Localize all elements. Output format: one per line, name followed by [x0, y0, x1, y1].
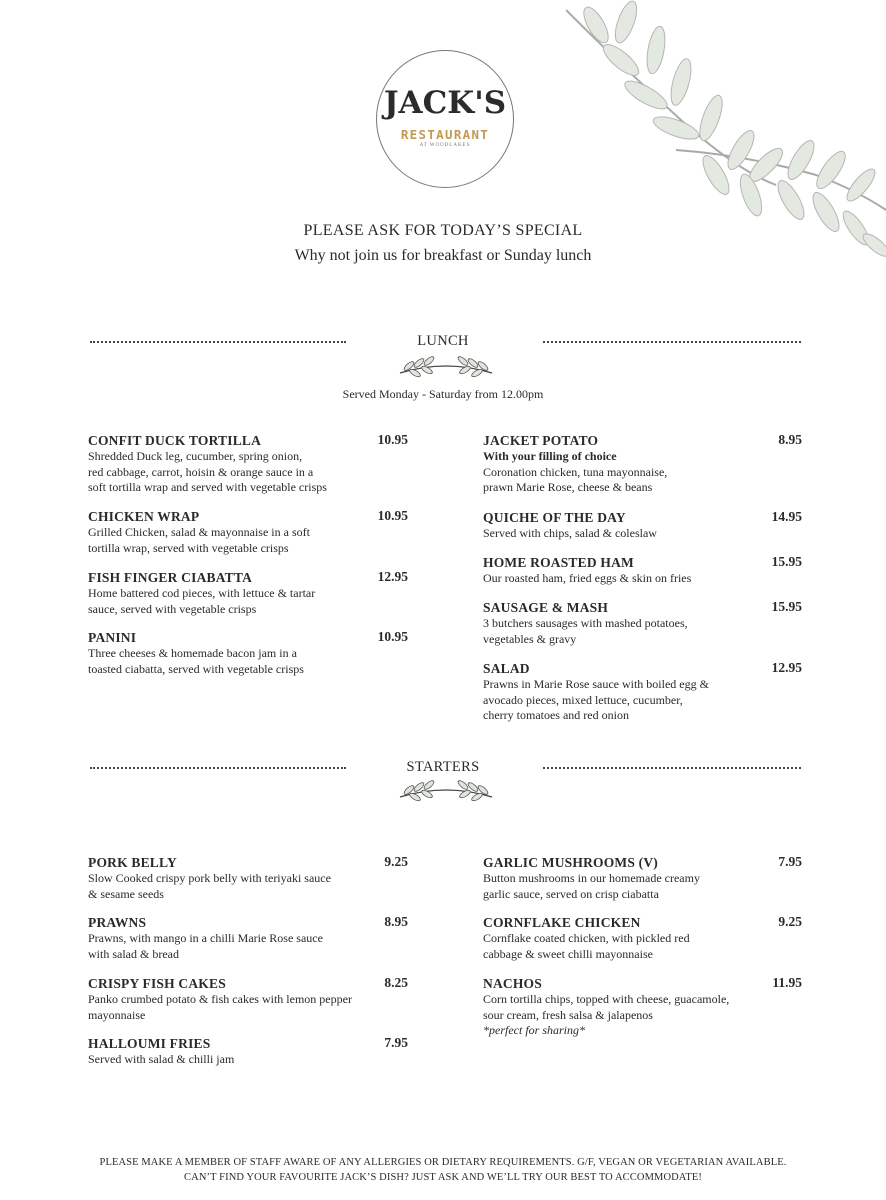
item-desc: sour cream, fresh salsa & jalapenos	[483, 1007, 653, 1022]
item-price: 15.95	[771, 599, 802, 614]
section-title-lunch: LUNCH	[417, 333, 469, 349]
item-desc: Panko crumbed potato & fish cakes with lemon pepper	[88, 992, 352, 1006]
logo-main-text: JACK'S	[383, 85, 507, 121]
item-desc: soft tortilla wrap and served with vegetable crisps	[88, 480, 327, 494]
item-desc: prawn Marie Rose, cheese & beans	[483, 480, 653, 494]
footer-request-notice: CAN’T FIND YOUR FAVOURITE JACK’S DISH? JUST ASK AND WE’LL TRY OUR BEST TO ACCOMMODATE!	[184, 1172, 702, 1183]
item-desc: avocado pieces, mixed lettuce, cucumber,	[483, 692, 683, 707]
item-desc: cabbage & sweet chilli mayonnaise	[483, 946, 653, 961]
join-notice: Why not join us for breakfast or Sunday lunch	[294, 247, 592, 264]
footer-allergy-notice: PLEASE MAKE A MEMBER OF STAFF AWARE OF ANY ALLERGIES OR DIETARY REQUIREMENTS. G/F, VEGAN OR VEGETARIAN AVAILABLE.	[99, 1157, 787, 1168]
item-price: 9.25	[384, 854, 408, 869]
item-price: 9.25	[778, 914, 802, 929]
item-desc: Served with salad & chilli jam	[88, 1052, 235, 1066]
item-desc: red cabbage, carrot, hoisin & orange sauce in a	[88, 464, 314, 479]
menu-item	[483, 599, 688, 647]
item-price: 7.95	[384, 1035, 408, 1050]
item-desc: Slow Cooked crispy pork belly with teriyaki sauce	[88, 871, 331, 885]
logo-sub-text: RESTAURANT	[400, 127, 490, 142]
item-desc: mayonnaise	[88, 1007, 146, 1022]
item-name: PRAWNS	[88, 915, 147, 930]
section-title-starters: STARTERS	[406, 759, 480, 775]
item-subtitle: With your filling of choice	[483, 449, 617, 463]
item-desc: & sesame seeds	[88, 886, 164, 901]
item-price: 8.95	[778, 432, 802, 447]
item-desc: cherry tomatoes and red onion	[483, 708, 629, 722]
item-desc: Our roasted ham, fried eggs & skin on fries	[483, 571, 692, 585]
item-price: 11.95	[772, 975, 802, 990]
item-name: NACHOS	[483, 976, 542, 991]
item-desc: Served with chips, salad & coleslaw	[483, 526, 657, 540]
item-price: 12.95	[377, 569, 408, 584]
item-desc: vegetables & gravy	[483, 631, 577, 646]
item-price: 12.95	[771, 660, 802, 675]
menu-item	[88, 508, 310, 556]
item-desc: Grilled Chicken, salad & mayonnaise in a soft	[88, 525, 310, 539]
item-name: PORK BELLY	[88, 855, 177, 870]
item-name: GARLIC MUSHROOMS (V)	[483, 855, 658, 870]
item-price: 8.95	[384, 914, 408, 929]
item-desc: Three cheeses & homemade bacon jam in a	[88, 646, 297, 660]
item-price: 15.95	[771, 554, 802, 569]
menu-item	[88, 432, 327, 496]
menu-item	[88, 854, 331, 902]
lunch-served-times: Served Monday - Saturday from 12.00pm	[342, 387, 544, 401]
item-desc: sauce, served with vegetable crisps	[88, 601, 257, 616]
item-name: CONFIT DUCK TORTILLA	[88, 433, 262, 448]
item-price: 7.95	[778, 854, 802, 869]
item-desc: 3 butchers sausages with mashed potatoes,	[483, 616, 688, 630]
item-desc: Corn tortilla chips, topped with cheese, guacamole,	[483, 992, 730, 1006]
menu-item	[88, 914, 323, 962]
item-price: 8.25	[384, 975, 408, 990]
item-price: 10.95	[377, 508, 408, 523]
item-desc: Prawns, with mango in a chilli Marie Rose sauce	[88, 931, 323, 945]
menu-item	[88, 975, 352, 1023]
item-name: FISH FINGER CIABATTA	[88, 570, 253, 585]
item-name: SAUSAGE & MASH	[483, 600, 609, 615]
menu-item	[483, 660, 709, 724]
menu-item	[483, 914, 690, 962]
special-notice: PLEASE ASK FOR TODAY’S SPECIAL	[303, 222, 583, 239]
menu-item	[483, 509, 657, 542]
item-price: 10.95	[377, 629, 408, 644]
logo-tiny-text: AT WOODLAKES	[419, 143, 471, 148]
sprig-icon	[395, 353, 497, 379]
restaurant-logo	[376, 50, 514, 188]
item-desc: Shredded Duck leg, cucumber, spring onion,	[88, 449, 303, 463]
item-desc: with salad & bread	[88, 946, 179, 961]
item-name: CRISPY FISH CAKES	[88, 976, 226, 991]
item-name: SALAD	[483, 661, 530, 676]
item-name: QUICHE OF THE DAY	[483, 510, 626, 525]
item-name: CORNFLAKE CHICKEN	[483, 915, 641, 930]
menu-item	[483, 854, 700, 902]
item-desc: Cornflake coated chicken, with pickled red	[483, 931, 690, 945]
item-desc: toasted ciabatta, served with vegetable crisps	[88, 661, 304, 676]
menu-item	[483, 432, 667, 496]
menu-item	[88, 1035, 234, 1068]
menu-item	[483, 975, 729, 1039]
item-desc: tortilla wrap, served with vegetable crisps	[88, 540, 289, 555]
menu-item	[483, 554, 691, 587]
item-desc: Home battered cod pieces, with lettuce & tartar	[88, 586, 316, 600]
item-desc: Button mushrooms in our homemade creamy	[483, 871, 700, 885]
sprig-icon	[395, 777, 497, 803]
item-price: 10.95	[377, 432, 408, 447]
item-name: PANINI	[88, 630, 137, 645]
item-name: JACKET POTATO	[483, 433, 599, 448]
item-price: 14.95	[771, 509, 802, 524]
menu-item	[88, 629, 304, 677]
item-desc: Prawns in Marie Rose sauce with boiled egg &	[483, 677, 709, 691]
item-name: HALLOUMI FRIES	[88, 1036, 211, 1051]
item-desc: Coronation chicken, tuna mayonnaise,	[483, 464, 668, 479]
menu-item	[88, 569, 315, 617]
item-name: HOME ROASTED HAM	[483, 555, 634, 570]
item-name: CHICKEN WRAP	[88, 509, 200, 524]
item-desc: garlic sauce, served on crisp ciabatta	[483, 886, 659, 901]
item-note: *perfect for sharing*	[483, 1023, 585, 1037]
